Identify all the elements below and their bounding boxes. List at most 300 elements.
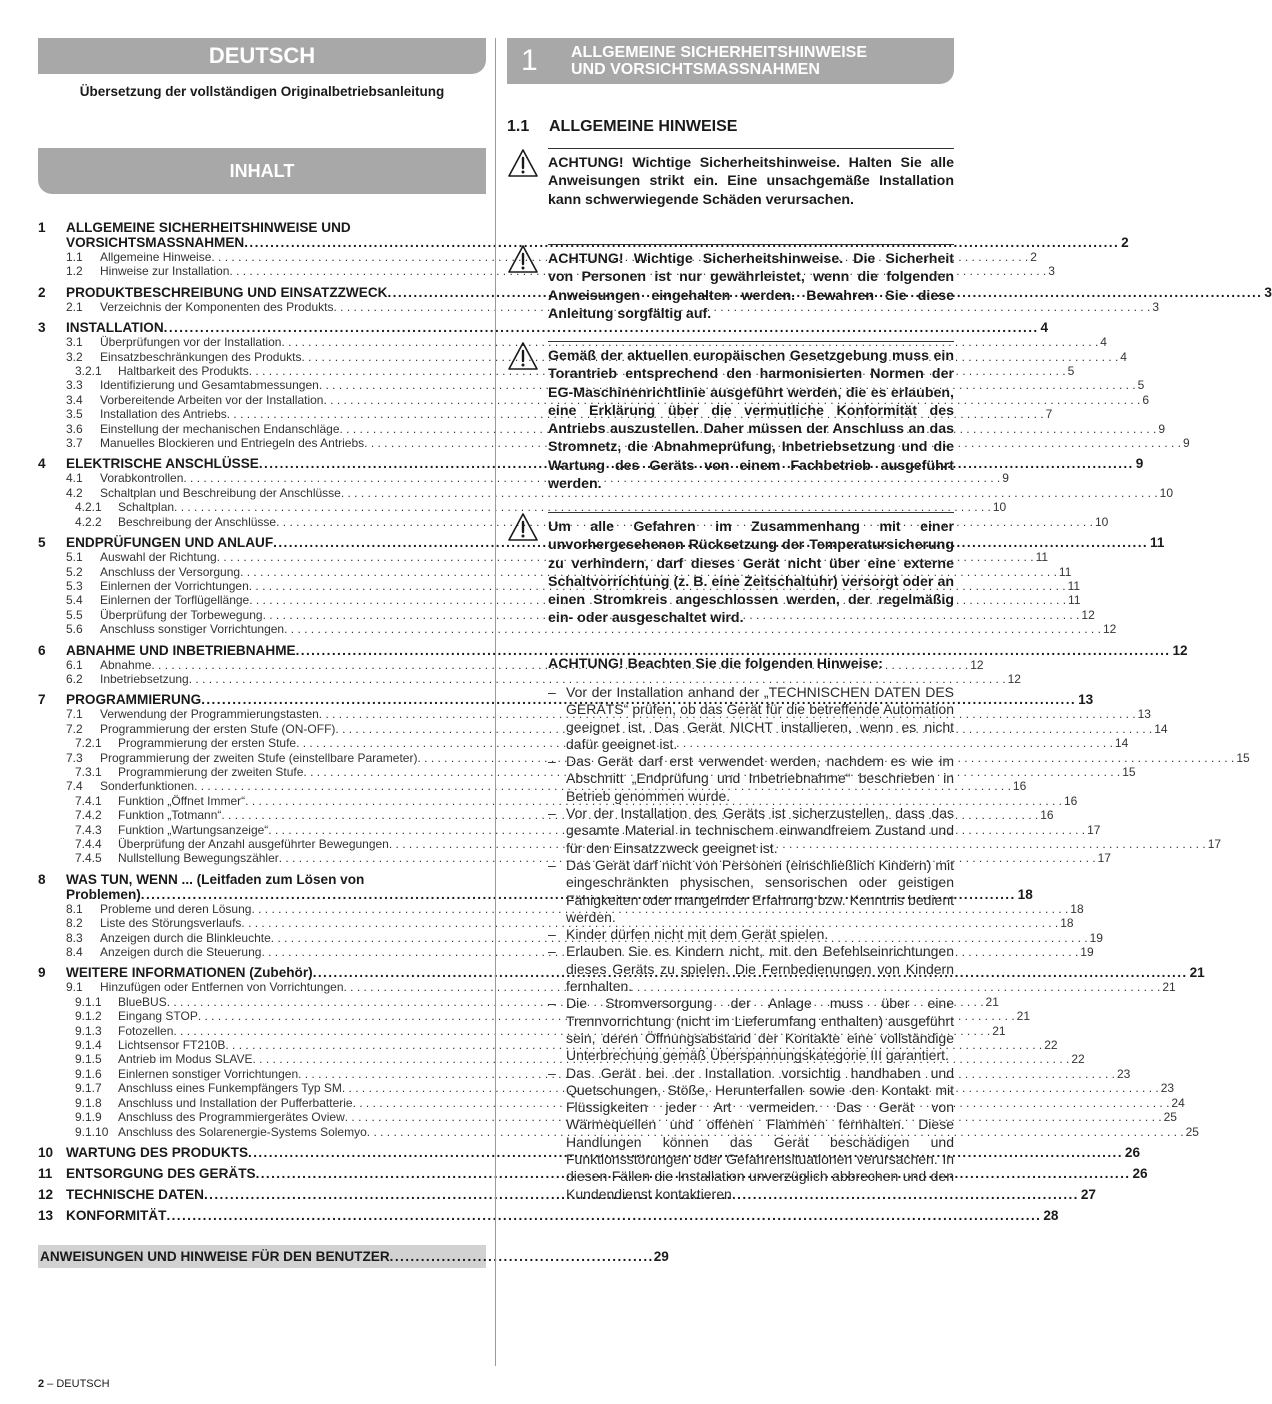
toc-leader-row bbox=[75, 1009, 1031, 1024]
toc-subsection-number: 9.1.8 bbox=[75, 1095, 102, 1110]
toc-subsection[interactable] bbox=[38, 378, 1145, 393]
toc-subsection-page: 12 bbox=[970, 657, 984, 672]
toc-subsection-number: 2.1 bbox=[66, 299, 83, 314]
toc-subsection-page: 15 bbox=[1236, 750, 1250, 765]
toc-subsection-title bbox=[75, 500, 174, 514]
toc-subsection-title bbox=[75, 823, 268, 837]
toc-subsection[interactable] bbox=[38, 736, 1129, 751]
toc-subsection[interactable] bbox=[38, 945, 1094, 960]
toc-subsection-page: 22 bbox=[1071, 1052, 1085, 1067]
list-item bbox=[548, 753, 954, 805]
toc-subsection-number: 3.7 bbox=[66, 436, 83, 451]
warning-triangle-icon bbox=[507, 148, 539, 178]
toc-subsection-number: 8.2 bbox=[66, 916, 83, 931]
toc-subsection-number: 9.1.1 bbox=[75, 994, 102, 1009]
toc-subsection-page: 21 bbox=[992, 1023, 1006, 1038]
toc-subsection-title bbox=[75, 1067, 298, 1081]
toc-chapter-page: 2 bbox=[1121, 235, 1129, 250]
toc-subsection[interactable] bbox=[38, 514, 1109, 529]
toc-leader-row bbox=[75, 837, 1222, 851]
toc-chapter-number: 12 bbox=[38, 1186, 54, 1202]
page-footer bbox=[38, 1378, 110, 1390]
toc-subsection-text: BlueBUS bbox=[118, 994, 167, 1009]
toc-subsection-title bbox=[66, 579, 249, 593]
toc-leader-row bbox=[75, 1023, 1006, 1038]
toc-subsection[interactable] bbox=[38, 485, 1174, 500]
toc-subsection-text: Einlernen der Vorrichtungen bbox=[100, 578, 249, 593]
toc-subsection-page: 13 bbox=[1137, 707, 1151, 722]
toc-subsection-title bbox=[75, 364, 249, 378]
toc-subsection-text: Auswahl der Richtung bbox=[100, 550, 217, 565]
toc-subsection-page: 7 bbox=[1045, 407, 1053, 422]
toc-leader-row bbox=[75, 808, 1054, 823]
list-item-text: Kinder dürfen nicht mit dem Gerät spielen. bbox=[566, 926, 829, 943]
toc-subsection-page: 4 bbox=[1120, 349, 1127, 364]
toc-subsection[interactable] bbox=[38, 471, 1009, 486]
toc-subsection[interactable] bbox=[38, 994, 999, 1009]
subsection-heading bbox=[507, 118, 737, 136]
list-item-text: Das Gerät darf erst verwendet werden, nachdem es wie im Abschnitt „Endprüfung und Inbetriebnahme“ beschrieben in Betrieb genommen wurde. bbox=[566, 753, 954, 804]
list-item bbox=[548, 857, 954, 926]
toc-subsection-text: Einsatzbeschränkungen des Produkts bbox=[100, 349, 302, 364]
toc-subsection-page: 16 bbox=[1040, 808, 1054, 823]
toc-subsection-number: 3.1 bbox=[66, 335, 83, 350]
toc-subsection-title bbox=[66, 622, 284, 636]
list-item bbox=[548, 943, 954, 995]
toc-subsection-title bbox=[66, 722, 335, 736]
warning-text: ACHTUNG! Wichtige Sicherheitshinweise. Halten Sie alle Anweisungen strikt ein. Eine unsachgemäße Installation kann schwerwiegende Schäden verursachen. bbox=[548, 148, 954, 209]
toc-subsection[interactable] bbox=[38, 808, 1054, 823]
toc-subsection-text: Einstellung der mechanischen Endanschläge bbox=[100, 421, 340, 436]
toc-user-section-title: ANWEISUNGEN UND HINWEISE FÜR DEN BENUTZER bbox=[40, 1249, 390, 1264]
toc-chapter-title-line: TECHNISCHE DATEN bbox=[66, 1186, 204, 1202]
toc-subsection-page: 18 bbox=[1060, 916, 1074, 931]
toc-subsection[interactable] bbox=[38, 407, 1053, 422]
section-title-line: UND VORSICHTSMASSNAHMEN bbox=[571, 61, 820, 78]
toc-subsection[interactable] bbox=[38, 564, 1072, 579]
toc-subsection-text: Lichtsensor FT210B bbox=[118, 1038, 226, 1053]
toc-subsection-text: Programmierung der ersten Stufe bbox=[118, 736, 297, 751]
toc-chapter[interactable] bbox=[38, 871, 1033, 902]
toc-subsection-title bbox=[66, 250, 211, 264]
toc-subsection-title bbox=[75, 765, 303, 779]
toc-subsection-title bbox=[75, 1052, 253, 1066]
toc-subsection-page: 5 bbox=[1137, 378, 1145, 393]
toc-subsection-page: 10 bbox=[1159, 485, 1174, 500]
toc-chapter[interactable] bbox=[38, 320, 1049, 336]
toc-subsection-number: 9.1.6 bbox=[75, 1066, 102, 1081]
toc-leader-row bbox=[66, 721, 1168, 736]
toc-subsection[interactable] bbox=[38, 264, 1055, 279]
toc-subsection[interactable] bbox=[38, 1124, 1199, 1139]
warning-triangle-icon bbox=[507, 341, 539, 371]
toc-subsection-text: Überprüfung der Torbewegung bbox=[100, 607, 263, 622]
toc-chapter-title-line: ABNAHME UND INBETRIEBNAHME bbox=[66, 642, 296, 658]
toc-subsection-title bbox=[75, 995, 167, 1009]
toc-subsection-page: 16 bbox=[1063, 793, 1078, 808]
toc-subsection-text: Funktion „Öffnet Immer“ bbox=[118, 793, 246, 808]
toc-subsection-number: 9.1.4 bbox=[75, 1038, 102, 1053]
toc-subsection[interactable] bbox=[38, 392, 1149, 407]
toc-leader-row bbox=[66, 407, 1053, 422]
footer-separator: – bbox=[44, 1378, 57, 1390]
toc-chapter-page: 3 bbox=[1264, 284, 1272, 300]
subsection-number: 1.1 bbox=[507, 118, 530, 135]
toc-subsection-text: Allgemeine Hinweise bbox=[100, 250, 212, 264]
toc-subsection-number: 4.1 bbox=[66, 471, 83, 486]
toc-leader-row bbox=[75, 1052, 1085, 1067]
footer-language: DEUTSCH bbox=[56, 1378, 110, 1390]
toc-subsection-number: 5.5 bbox=[66, 607, 83, 622]
toc-subsection[interactable] bbox=[38, 250, 1037, 264]
toc-subsection[interactable] bbox=[38, 822, 1101, 837]
toc-subsection[interactable] bbox=[38, 707, 1151, 722]
toc-subsection-number: 7.4.2 bbox=[75, 808, 102, 823]
toc-subsection[interactable] bbox=[38, 550, 1049, 565]
subsection-title: ALLGEMEINE HINWEISE bbox=[549, 118, 738, 135]
toc-leader-row bbox=[66, 671, 1021, 686]
toc-subsection[interactable] bbox=[38, 1023, 1006, 1038]
toc-leader-row bbox=[66, 707, 1151, 722]
toc-subsection-text: Vorbereitende Arbeiten vor der Installation bbox=[100, 392, 324, 407]
toc-subsection[interactable] bbox=[38, 1095, 1185, 1110]
toc-subsection-text: Anzeigen durch die Blinkleuchte bbox=[100, 930, 271, 945]
toc-chapter-title-line: ALLGEMEINE SICHERHEITSHINWEISE UND bbox=[66, 220, 351, 235]
toc-subsection-title bbox=[66, 300, 333, 314]
toc-subsection-page: 12 bbox=[1007, 671, 1021, 686]
toc-subsection-page: 17 bbox=[1207, 837, 1222, 851]
list-item-text: Erlauben Sie es Kindern nicht, mit den Befehlseinrichtungen dieses Geräts zu spielen. Die Fernbedienungen von Kindern fernhalten. bbox=[566, 943, 954, 995]
toc-subsection-text: Anschluss des Solarenergie-Systems Solemyo bbox=[118, 1124, 367, 1139]
toc-leader-row bbox=[66, 250, 1037, 264]
toc-subsection-page: 10 bbox=[992, 500, 1007, 515]
toc-leader-row bbox=[66, 550, 1049, 565]
toc-chapter-page: 21 bbox=[1189, 965, 1205, 981]
toc-subsection-number: 5.4 bbox=[66, 593, 83, 608]
toc-subsection-text: Hinweise zur Installation bbox=[100, 264, 230, 279]
toc-subsection-title bbox=[66, 436, 364, 450]
document-subtitle: Übersetzung der vollständigen Originalbetriebsanleitung bbox=[79, 84, 445, 99]
bullet-dash: – bbox=[548, 856, 556, 873]
toc-chapter-title-line: INSTALLATION bbox=[66, 320, 164, 336]
toc-subsection-title bbox=[66, 593, 249, 607]
toc-subsection[interactable] bbox=[38, 436, 1190, 451]
toc-subsection-number: 3.2.1 bbox=[75, 364, 102, 379]
warning-triangle-icon bbox=[507, 512, 539, 542]
toc-chapter[interactable] bbox=[38, 692, 1094, 708]
toc-chapter[interactable] bbox=[38, 1144, 1141, 1160]
toc-chapter[interactable] bbox=[38, 456, 1144, 472]
toc-subsection[interactable] bbox=[38, 607, 1095, 622]
toc-subsection-page: 3 bbox=[1048, 264, 1055, 279]
toc-leader-row bbox=[66, 349, 1127, 364]
toc-subsection[interactable] bbox=[38, 779, 1027, 794]
toc-chapter-page: 9 bbox=[1135, 456, 1144, 472]
toc-chapter-title-line: WEITERE INFORMATIONEN (Zubehör) bbox=[66, 965, 313, 981]
toc-subsection[interactable] bbox=[38, 1052, 1085, 1067]
toc-chapter-page: 26 bbox=[1132, 1165, 1148, 1181]
toc-chapter-number: 6 bbox=[38, 642, 46, 658]
section-number: 1 bbox=[521, 44, 538, 77]
toc-subsection-page: 5 bbox=[1067, 364, 1075, 379]
toc-leader-row bbox=[66, 564, 1072, 579]
list-item bbox=[548, 684, 954, 753]
toc-subsection[interactable] bbox=[38, 721, 1168, 736]
toc-subsection[interactable] bbox=[38, 837, 1222, 851]
toc-subsection-title bbox=[66, 916, 241, 930]
toc-subsection[interactable] bbox=[38, 980, 1176, 995]
toc-subsection[interactable] bbox=[38, 335, 1107, 350]
toc-leader-row bbox=[75, 514, 1109, 529]
toc-subsection[interactable] bbox=[38, 671, 1021, 686]
toc-subsection-number: 9.1 bbox=[66, 980, 83, 995]
toc-chapter-page: 18 bbox=[1017, 886, 1033, 902]
toc-subsection-text: Hinzufügen oder Entfernen von Vorrichtungen bbox=[100, 980, 344, 995]
toc-subsection[interactable] bbox=[38, 1038, 1058, 1053]
toc-leader-row bbox=[66, 593, 1081, 608]
toc-chapter[interactable] bbox=[38, 642, 1188, 658]
toc-subsection-page: 19 bbox=[1089, 930, 1103, 945]
toc-subsection[interactable] bbox=[38, 1009, 1031, 1024]
toc-subsection-number: 7.2.1 bbox=[75, 736, 102, 751]
toc-chapter-number: 5 bbox=[38, 535, 46, 551]
toc-subsection-text: Fotozellen bbox=[118, 1023, 174, 1038]
list-item-text: Das Gerät bei der Installation vorsichtig handhaben und Quetschungen, Stöße, Herunterfallen sowie den Kontakt mit Flüssigkeiten jeder Art vermeiden. Das Gerät von Wärmequellen und offenen Flammen fernhalten. Diese Handlungen können das Gerät beschädigen und Funktionsstörungen oder Gefahrensituationen verursachen. In diesen Fällen die Installation unverzüglich abbrechen und den Kundendienst kontaktieren. bbox=[566, 1064, 954, 1202]
toc-leader-row bbox=[66, 779, 1027, 794]
column-divider bbox=[495, 38, 496, 1366]
toc-subsection-text: Manuelles Blockieren und Entriegeln des Antriebs bbox=[100, 436, 365, 451]
toc-leader-row bbox=[75, 364, 1075, 379]
toc-leader-row bbox=[66, 578, 1081, 593]
toc-subsection[interactable] bbox=[38, 901, 1084, 916]
toc-leader-row bbox=[75, 764, 1136, 779]
toc-leader-row bbox=[66, 378, 1145, 393]
toc-leader-row bbox=[66, 980, 1176, 995]
toc-chapter[interactable] bbox=[38, 284, 1272, 300]
toc-chapter[interactable] bbox=[38, 1207, 1059, 1223]
toc-subsection-text: Inbetriebsetzung bbox=[100, 671, 189, 686]
section-banner bbox=[507, 38, 954, 84]
toc-subsection-number: 7.3.1 bbox=[75, 764, 102, 779]
toc-subsection-page: 23 bbox=[1116, 1066, 1131, 1081]
toc-leader-row bbox=[66, 945, 1094, 960]
toc-subsection-title bbox=[66, 550, 217, 564]
toc-subsection-page: 15 bbox=[1122, 764, 1136, 779]
toc-subsection-number: 7.4.3 bbox=[75, 822, 102, 837]
toc-subsection[interactable] bbox=[38, 421, 1166, 436]
toc-chapter-number: 9 bbox=[38, 965, 46, 981]
toc-subsection-number: 3.5 bbox=[66, 407, 83, 422]
toc-subsection-page: 25 bbox=[1185, 1124, 1199, 1139]
toc-leader-row bbox=[66, 901, 1084, 916]
toc-subsection-text: Nullstellung Bewegungszähler bbox=[118, 851, 279, 866]
toc-leader-row bbox=[75, 1081, 1175, 1096]
toc-leader-row bbox=[75, 822, 1101, 837]
toc-subsection-number: 1.1 bbox=[66, 250, 83, 264]
toc-subsection[interactable] bbox=[38, 622, 1117, 637]
toc-subsection[interactable] bbox=[38, 1110, 1177, 1125]
toc-subsection-number: 3.2 bbox=[66, 349, 83, 364]
toc-chapter-title-line: ELEKTRISCHE ANSCHLÜSSE bbox=[66, 456, 259, 472]
toc-chapter-page: 11 bbox=[1150, 535, 1165, 551]
toc-subsection-number: 3.3 bbox=[66, 378, 83, 393]
toc-subsection[interactable] bbox=[38, 364, 1075, 379]
toc-subsection-title bbox=[66, 422, 340, 436]
toc-user-section[interactable] bbox=[38, 1245, 669, 1268]
toc-chapter-title-line: ENTSORGUNG DES GERÄTS bbox=[66, 1165, 256, 1181]
toc-chapter-number: 2 bbox=[38, 284, 46, 300]
toc-subsection-title bbox=[66, 486, 341, 500]
toc-leader-row bbox=[66, 335, 1107, 350]
toc-leader-row bbox=[66, 916, 1074, 931]
toc-subsection-number: 8.1 bbox=[66, 901, 83, 916]
toc-subsection-page: 19 bbox=[1080, 945, 1094, 960]
toc-subsection-page: 14 bbox=[1154, 721, 1168, 736]
toc-subsection[interactable] bbox=[38, 851, 1111, 866]
toc-subsection-number: 7.4 bbox=[66, 779, 83, 794]
toc-chapter[interactable] bbox=[38, 1165, 1148, 1181]
toc-subsection-title bbox=[66, 658, 151, 672]
toc-chapter-page: 28 bbox=[1043, 1207, 1059, 1223]
toc-subsection[interactable] bbox=[38, 593, 1081, 608]
toc-subsection-title bbox=[66, 707, 319, 721]
toc-leader-row bbox=[66, 299, 1159, 314]
toc-leader-row bbox=[66, 485, 1174, 500]
toc-subsection-text: Anschluss der Versorgung bbox=[100, 564, 241, 579]
toc-subsection[interactable] bbox=[38, 750, 1250, 765]
toc-subsection-number: 6.1 bbox=[66, 657, 83, 672]
toc-subsection-page: 9 bbox=[1183, 436, 1190, 451]
toc-subsection-number: 4.2.1 bbox=[75, 500, 102, 515]
toc-subsection-number: 5.6 bbox=[66, 622, 83, 637]
page-number: 2 bbox=[38, 1378, 45, 1390]
toc-subsection-text: Einlernen der Torflügellänge bbox=[100, 593, 250, 608]
toc-subsection-page: 10 bbox=[1094, 514, 1109, 529]
toc-subsection-text: Probleme und deren Lösung bbox=[100, 901, 252, 916]
toc-chapter-number: 11 bbox=[38, 1165, 53, 1181]
toc-subsection[interactable] bbox=[38, 578, 1081, 593]
toc-subsection[interactable] bbox=[38, 1081, 1175, 1096]
toc-leader-row bbox=[75, 500, 1007, 515]
toc-leader-row bbox=[66, 622, 1117, 637]
toc-subsection-page: 4 bbox=[1100, 335, 1107, 350]
toc-subsection[interactable] bbox=[38, 793, 1078, 808]
toc-subsection-title bbox=[75, 1024, 173, 1038]
toc-leader-row bbox=[66, 471, 1009, 486]
toc-chapter[interactable] bbox=[38, 1186, 1096, 1202]
toc-subsection-title bbox=[75, 808, 221, 822]
toc-subsection-text: Schaltplan bbox=[118, 500, 175, 515]
toc-subsection-title bbox=[75, 1096, 353, 1110]
toc-subsection[interactable] bbox=[38, 916, 1074, 931]
list-item-text: Die Stromversorgung der Anlage muss über eine Trennvorrichtung (nicht im Lieferumfang enthalten) ausgeführt sein, deren Öffnungsabstand der Kontakte eine vollständige Unterbrechung gemäß Überspannungskategorie III garantiert. bbox=[566, 995, 954, 1064]
toc-subsection-number: 5.3 bbox=[66, 578, 83, 593]
bullet-dash: – bbox=[548, 926, 556, 943]
toc-leader-row bbox=[75, 1095, 1185, 1110]
toc-subsection-page: 11 bbox=[1058, 564, 1072, 579]
toc-subsection-page: 25 bbox=[1163, 1110, 1177, 1125]
toc-chapter[interactable] bbox=[38, 220, 1129, 250]
toc-subsection-text: Funktion „Totmann“ bbox=[118, 808, 222, 823]
toc-leader-row bbox=[66, 421, 1166, 436]
toc-leader-row bbox=[75, 736, 1129, 751]
toc-chapter-page: 27 bbox=[1080, 1186, 1096, 1202]
toc-subsection-number: 9.1.5 bbox=[75, 1052, 102, 1067]
toc-subsection-number: 8.3 bbox=[66, 930, 83, 945]
toc-leader-row bbox=[66, 392, 1149, 407]
toc-subsection-number: 3.4 bbox=[66, 392, 83, 407]
toc-chapter-title-line: KONFORMITÄT bbox=[66, 1207, 167, 1223]
toc-subsection-title bbox=[66, 393, 323, 407]
toc-subsection-number: 3.6 bbox=[66, 421, 83, 436]
toc-subsection-text: Beschreibung der Anschlüsse bbox=[118, 514, 277, 529]
list-item-text: Das Gerät darf nicht von Personen (einschließlich Kindern) mit eingeschränkten physischen, sensorischen oder geistigen Fähigkeiten oder mangelnder Erfahrung bzw. Kenntnis bedient werden. bbox=[566, 856, 954, 925]
toc-subsection-number: 1.2 bbox=[66, 264, 83, 279]
toc-user-section-page: 29 bbox=[653, 1249, 669, 1264]
toc-chapter-title-line: ENDPRÜFUNGEN UND ANLAUF bbox=[66, 535, 274, 551]
toc-subsection-page: 21 bbox=[1016, 1009, 1031, 1024]
toc-chapter-number: 3 bbox=[38, 320, 46, 336]
notice-list bbox=[548, 684, 954, 1203]
toc-leader-row bbox=[75, 1066, 1131, 1081]
list-item bbox=[548, 805, 954, 857]
toc-subsection-text: Schaltplan und Beschreibung der Anschlüsse bbox=[100, 485, 341, 500]
toc-subsection-text: Programmierung der zweiten Stufe (einstellbare Parameter) bbox=[100, 750, 418, 765]
toc-subsection-page: 23 bbox=[1160, 1081, 1175, 1096]
toc-chapter[interactable] bbox=[38, 535, 1165, 551]
toc-subsection-title bbox=[75, 1125, 367, 1139]
language-banner: DEUTSCH bbox=[38, 38, 486, 74]
toc-leader-row bbox=[75, 1038, 1058, 1053]
toc-subsection[interactable] bbox=[38, 299, 1159, 314]
toc-subsection[interactable] bbox=[38, 349, 1127, 364]
toc-subsection-title bbox=[66, 335, 281, 349]
bullet-dash: – bbox=[548, 753, 556, 770]
bullet-dash: – bbox=[548, 943, 556, 960]
toc-subsection-text: Programmierung der ersten Stufe (ON-OFF) bbox=[100, 721, 336, 736]
toc-subsection-title bbox=[66, 980, 344, 994]
toc-subsection-page: 3 bbox=[1152, 299, 1159, 314]
toc-subsection-page: 14 bbox=[1114, 736, 1129, 751]
toc-chapter-number: 4 bbox=[38, 456, 46, 472]
toc-subsection-text: Abnahme bbox=[100, 657, 152, 672]
toc-subsection[interactable] bbox=[38, 500, 1007, 515]
toc-subsection[interactable] bbox=[38, 764, 1136, 779]
list-item bbox=[548, 1065, 954, 1203]
toc-subsection-text: Anschluss und Installation der Pufferbatterie bbox=[118, 1095, 353, 1110]
toc-chapter-number: 13 bbox=[38, 1207, 54, 1223]
toc-chapter-title-line: PRODUKTBESCHREIBUNG UND EINSATZZWECK bbox=[66, 284, 388, 300]
toc-subsection-text: Überprüfung der Anzahl ausgeführter Bewegungen bbox=[118, 837, 389, 851]
warning-triangle-icon bbox=[507, 244, 539, 274]
notice-heading: ACHTUNG! Beachten Sie die folgenden Hinweise: bbox=[548, 656, 884, 672]
toc-subsection[interactable] bbox=[38, 1066, 1131, 1081]
toc-chapter-number: 8 bbox=[38, 871, 46, 887]
toc-leader-row bbox=[66, 750, 1250, 765]
toc-subsection-text: Anzeigen durch die Steuerung bbox=[100, 945, 262, 960]
toc-chapter-title bbox=[66, 1208, 1058, 1223]
toc-subsection-number: 7.3 bbox=[66, 750, 83, 765]
toc-leader-row bbox=[66, 436, 1190, 451]
toc-chapter-title-line: WAS TUN, WENN ... (Leitfaden zum Lösen von bbox=[66, 871, 365, 887]
toc-chapter[interactable] bbox=[38, 965, 1205, 981]
toc-chapter-number: 10 bbox=[38, 1144, 54, 1160]
toc-subsection-page: 18 bbox=[1070, 901, 1084, 916]
warning-text: Gemäß der aktuellen europäischen Gesetzgebung muss ein Torantrieb entsprechend den harmonisierten Normen der EG-Maschinenrichtlinie ausgeführt werden, die es erlauben, eine Erklärung über die vermutliche Konformität des Antriebs auszustellen. Daher müssen der Anschluss an das Stromnetz, die Abnahmeprüfung, Inbetriebsetzung und die Wartung des Geräts von einem Fachbetrieb ausgeführt werden. bbox=[548, 341, 954, 493]
toc-subsection-title bbox=[66, 565, 240, 579]
toc-title: INHALT bbox=[38, 148, 486, 194]
toc-subsection-text: Eingang STOP bbox=[118, 1009, 198, 1024]
